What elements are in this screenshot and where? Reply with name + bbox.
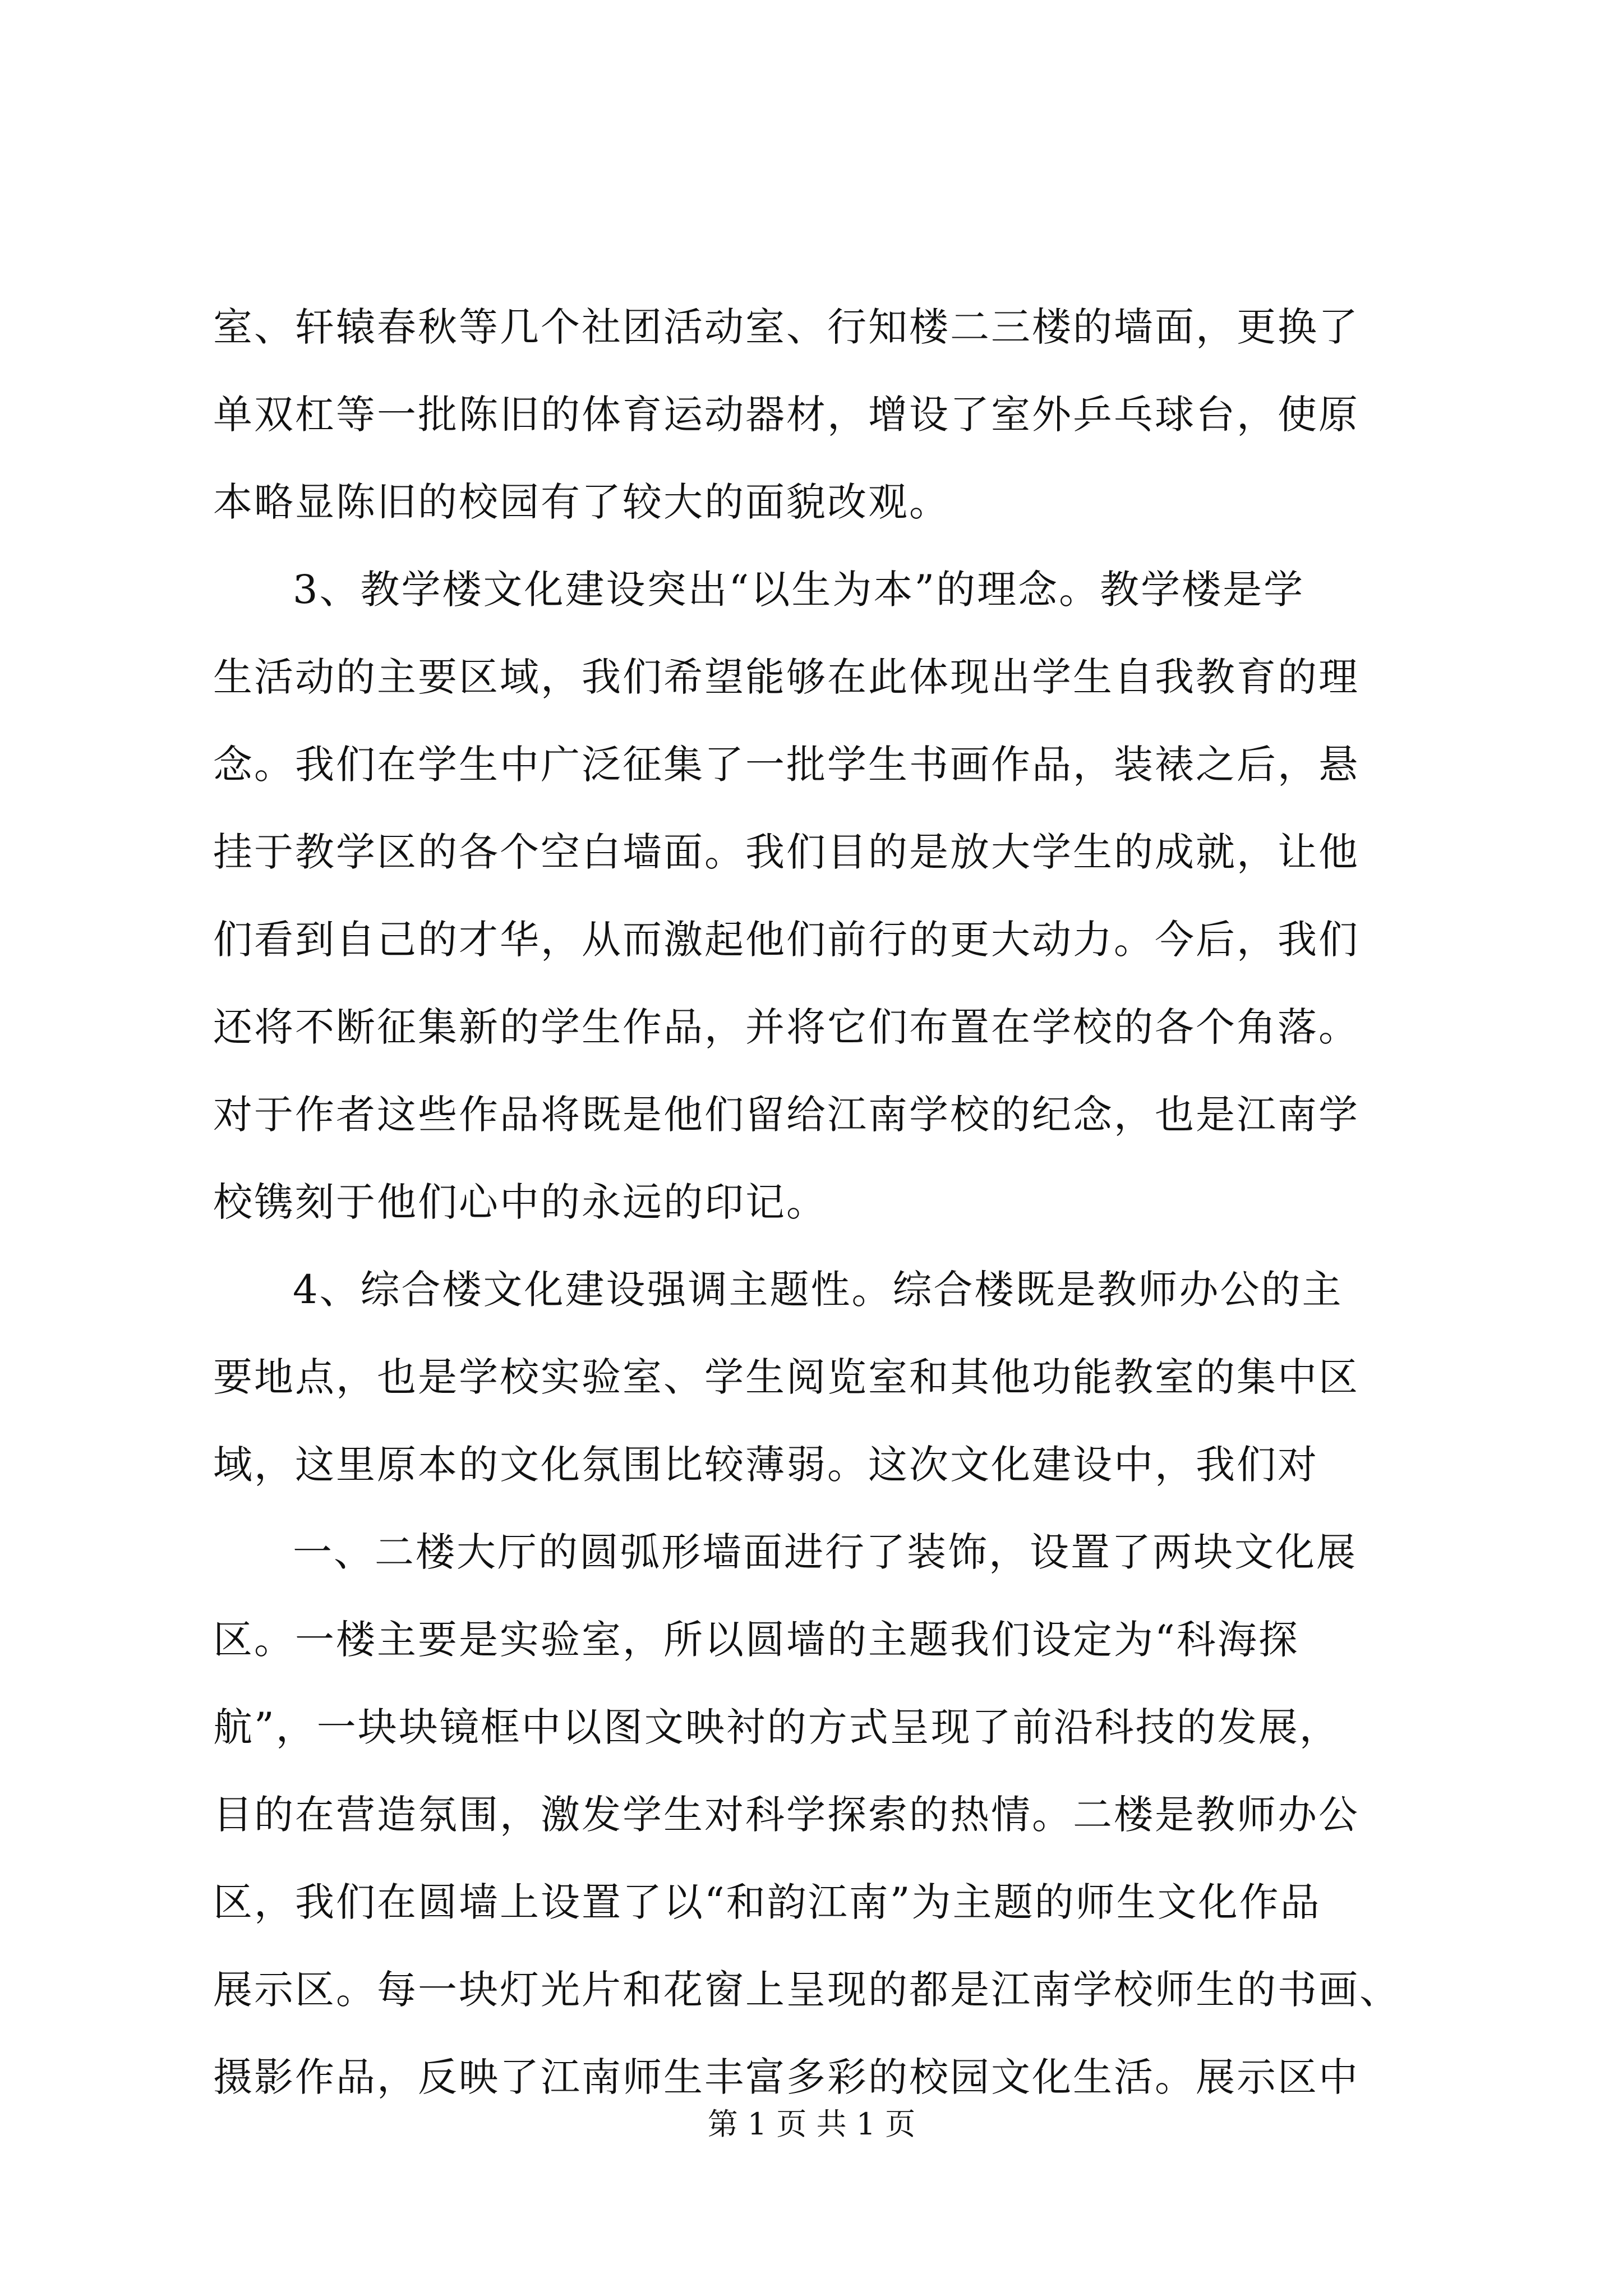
paragraph-start-line: 3、教学楼文化建设突出“以生为本”的理念。教学楼是学 — [293, 567, 1305, 613]
text-line: 区。一楼主要是实验室，所以圆墙的主题我们设定为“科海探 — [213, 1617, 1299, 1663]
paragraph-start-line: 4、综合楼文化建设强调主题性。综合楼既是教师办公的主 — [293, 1267, 1343, 1313]
text-line: 们看到自己的才华，从而激起他们前行的更大动力。今后，我们 — [213, 917, 1359, 963]
text-line: 域，这里原本的文化氛围比较薄弱。这次文化建设中，我们对 — [213, 1442, 1318, 1488]
text-line: 本略显陈旧的校园有了较大的面貌改观。 — [213, 479, 950, 525]
text-line: 区，我们在圆墙上设置了以“和韵江南”为主题的师生文化作品 — [213, 1879, 1321, 1925]
text-line: 目的在营造氛围，激发学生对科学探索的热情。二楼是教师办公 — [213, 1792, 1359, 1838]
text-line: 航”，一块块镜框中以图文映衬的方式呈现了前沿科技的发展， — [213, 1704, 1340, 1750]
text-line: 念。我们在学生中广泛征集了一批学生书画作品，装裱之后，悬 — [213, 742, 1359, 788]
text-line: 要地点，也是学校实验室、学生阅览室和其他功能教室的集中区 — [213, 1354, 1359, 1400]
text-line: 对于作者这些作品将既是他们留给江南学校的纪念，也是江南学 — [213, 1092, 1359, 1138]
text-line: 单双杠等一批陈旧的体育运动器材，增设了室外乒乓球台，使原 — [213, 392, 1359, 438]
text-line: 生活动的主要区域，我们希望能够在此体现出学生自我教育的理 — [213, 654, 1359, 700]
paragraph-start-line: 一、二楼大厅的圆弧形墙面进行了装饰，设置了两块文化展 — [293, 1529, 1357, 1575]
text-line: 挂于教学区的各个空白墙面。我们目的是放大学生的成就，让他 — [213, 829, 1359, 875]
page-number-footer: 第 1 页 共 1 页 — [707, 2106, 916, 2142]
text-line: 展示区。每一块灯光片和花窗上呈现的都是江南学校师生的书画、 — [213, 1967, 1400, 2013]
text-line: 校镌刻于他们心中的永远的印记。 — [213, 1179, 827, 1225]
text-line: 摄影作品，反映了江南师生丰富多彩的校园文化生活。展示区中 — [213, 2054, 1359, 2100]
text-line: 还将不断征集新的学生作品，并将它们布置在学校的各个角落。 — [213, 1004, 1359, 1050]
text-line: 室、轩辕春秋等几个社团活动室、行知楼二三楼的墙面，更换了 — [213, 304, 1359, 350]
